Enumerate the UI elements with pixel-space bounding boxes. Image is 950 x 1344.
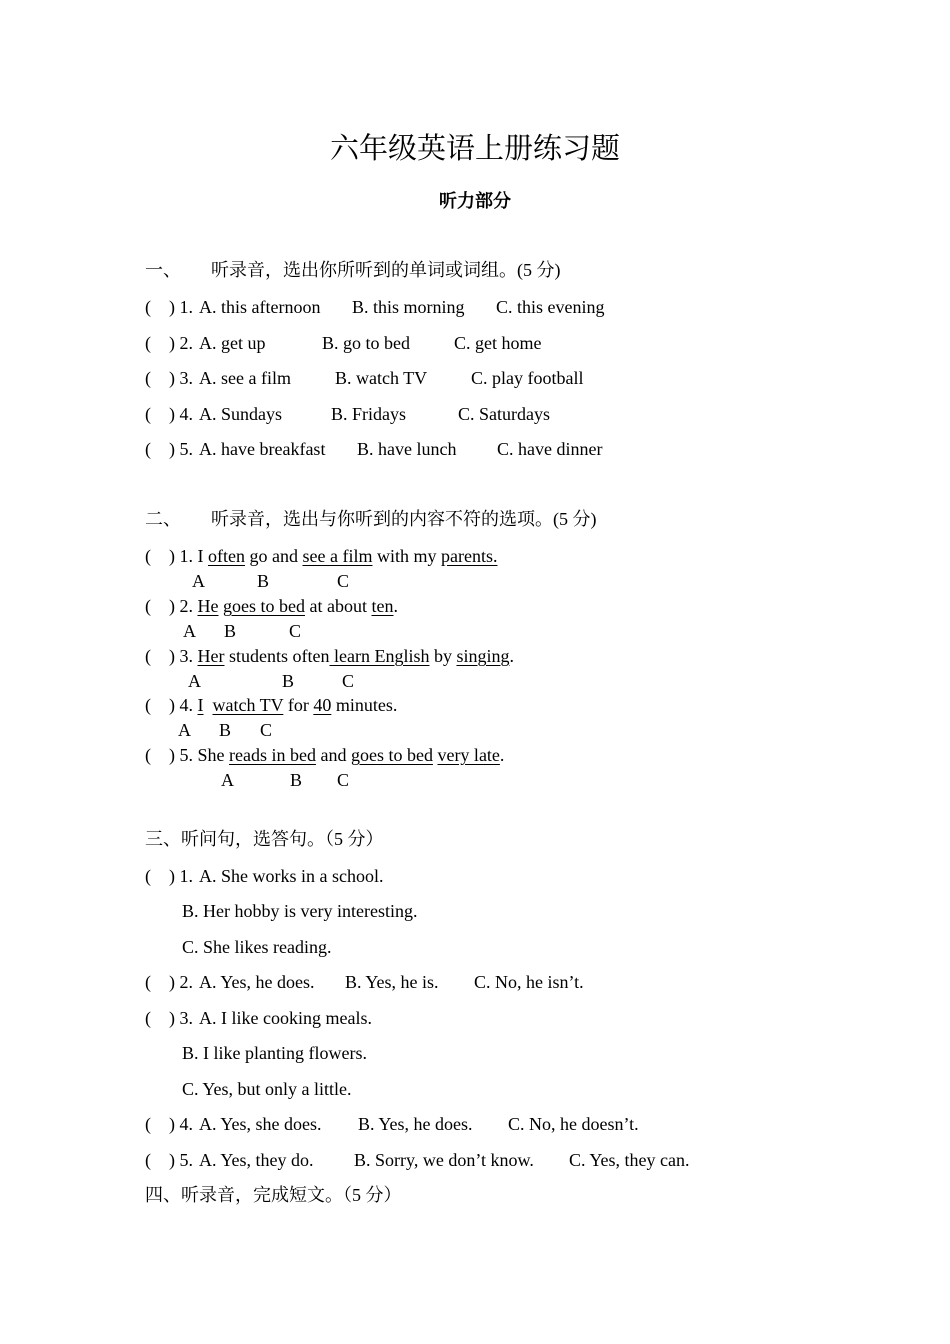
question-number: ) 3. [169, 1008, 193, 1028]
question-number: ) 1. [169, 297, 193, 317]
question-number: ) 2. [169, 972, 193, 992]
label-c: C [342, 671, 355, 691]
question-number: ) 3. [169, 368, 193, 388]
question-number: ) 4. [169, 695, 198, 715]
option-b: B. go to bed [322, 333, 410, 353]
option-b: B. this morning [352, 297, 465, 317]
label-a: A [183, 621, 196, 641]
sentence-text: minutes. [331, 695, 398, 715]
answer-paren: ( [145, 546, 151, 566]
label-a: A [221, 770, 234, 790]
underlined-part-a: Her [197, 646, 225, 666]
option-a: A. Yes, he does. [199, 972, 315, 992]
answer-paren: ( [145, 972, 151, 992]
answer-paren: ( [145, 1114, 151, 1134]
underlined-part-a: often [208, 546, 245, 566]
option-b: B. Yes, he is. [345, 972, 439, 992]
answer-paren: ( [145, 745, 151, 765]
label-c: C [260, 720, 273, 740]
underlined-part-b: goes to bed [350, 745, 433, 765]
sentence-text: and [315, 745, 351, 765]
underlined-part-b: goes to bed [223, 596, 305, 616]
underlined-part-a: He [197, 596, 219, 616]
answer-paren: ( [145, 646, 151, 666]
sentence-text: at about [304, 596, 372, 616]
option-b: B. watch TV [335, 368, 428, 388]
answer-paren: ( [145, 1008, 151, 1028]
section-1-heading: 听录音，选出你所听到的单词或词组。(5 分) [211, 260, 561, 280]
option-c: C. have dinner [497, 439, 603, 459]
label-b: B [219, 720, 232, 740]
option-a: A. see a film [199, 368, 291, 388]
label-b: B [224, 621, 237, 641]
underlined-part-a: reads in bed [229, 745, 316, 765]
question-number: ) 1. [169, 866, 193, 886]
sentence-text: go and [244, 546, 303, 566]
underlined-part-c: 40 [313, 695, 332, 715]
question-number: ) 5. [169, 439, 193, 459]
underlined-part-b: learn English [329, 646, 430, 666]
option-c: C. play football [471, 368, 584, 388]
question-number: ) 4. [169, 404, 193, 424]
option-a: A. She works in a school. [199, 866, 384, 886]
option-c: C. Yes, they can. [569, 1150, 690, 1170]
sentence-text: I [197, 546, 208, 566]
underlined-part-c: very late [437, 745, 500, 765]
underlined-part-c: parents. [440, 546, 498, 566]
sentence-text: . [509, 646, 514, 666]
option-b: B. Yes, he does. [358, 1114, 473, 1134]
underlined-part-c: singing [456, 646, 510, 666]
label-c: C [337, 770, 350, 790]
option-a: A. this afternoon [199, 297, 321, 317]
section-1-number: 一、 [145, 260, 181, 280]
label-c: C [337, 571, 350, 591]
answer-paren: ( [145, 333, 151, 353]
section-subtitle: 听力部分 [439, 191, 511, 211]
label-a: A [188, 671, 201, 691]
sentence [169, 545, 497, 567]
answer-paren: ( [145, 695, 151, 715]
option-a: A. Sundays [199, 404, 283, 424]
option-a: A. get up [199, 333, 266, 353]
section-4-heading: 四、听录音，完成短文。（5 分） [145, 1185, 402, 1205]
label-b: B [290, 770, 303, 790]
option-b: B. Sorry, we don’t know. [354, 1150, 534, 1170]
underlined-part-a: I [197, 695, 204, 715]
sentence-text: She [197, 745, 229, 765]
sentence-text: . [499, 745, 505, 765]
option-a: A. Yes, she does. [199, 1114, 322, 1134]
sentence-text: . [393, 596, 398, 616]
sentence-text: by [429, 646, 457, 666]
section-3-heading: 三、听问句，选答句。（5 分） [145, 829, 384, 849]
answer-paren: ( [145, 368, 151, 388]
label-a: A [192, 571, 205, 591]
question-number: ) 3. [169, 646, 198, 666]
question-number: ) 4. [169, 1114, 193, 1134]
answer-paren: ( [145, 1150, 151, 1170]
option-c: C. this evening [496, 297, 605, 317]
sentence-text [204, 695, 213, 715]
option-b: B. I like planting flowers. [182, 1043, 367, 1063]
section-2-heading: 听录音，选出与你听到的内容不符的选项。(5 分) [211, 509, 597, 529]
option-c: C. She likes reading. [182, 937, 332, 957]
underlined-part-b: watch TV [212, 695, 284, 715]
option-c: C. Saturdays [458, 404, 550, 424]
label-b: B [257, 571, 270, 591]
answer-paren: ( [145, 439, 151, 459]
sentence [169, 744, 504, 766]
sentence [169, 595, 398, 617]
option-a: A. I like cooking meals. [199, 1008, 372, 1028]
option-c: C. No, he doesn’t. [508, 1114, 639, 1134]
option-b: B. Her hobby is very interesting. [182, 901, 418, 921]
question-number: ) 5. [169, 1150, 193, 1170]
option-c: C. get home [454, 333, 542, 353]
option-b: B. Fridays [331, 404, 407, 424]
option-c: C. Yes, but only a little. [182, 1079, 352, 1099]
question-number: ) 2. [169, 596, 198, 616]
sentence-text: for [283, 695, 314, 715]
section-2-number: 二、 [145, 509, 181, 529]
sentence-text: with my [372, 546, 441, 566]
option-a: A. Yes, they do. [199, 1150, 314, 1170]
option-b: B. have lunch [357, 439, 457, 459]
underlined-part-c: ten [371, 596, 394, 616]
label-b: B [282, 671, 295, 691]
sentence-text: students often [224, 646, 330, 666]
option-c: C. No, he isn’t. [474, 972, 584, 992]
answer-paren: ( [145, 404, 151, 424]
question-number: ) 2. [169, 333, 193, 353]
sentence [169, 694, 397, 716]
page-title: 六年级英语上册练习题 [329, 133, 620, 165]
option-a: A. have breakfast [199, 439, 326, 459]
label-c: C [289, 621, 302, 641]
question-number: ) 1. [169, 546, 198, 566]
answer-paren: ( [145, 297, 151, 317]
answer-paren: ( [145, 596, 151, 616]
question-number: ) 5. [169, 745, 198, 765]
sentence [169, 645, 514, 667]
underlined-part-b: see a film [302, 546, 373, 566]
label-a: A [178, 720, 191, 740]
answer-paren: ( [145, 866, 151, 886]
